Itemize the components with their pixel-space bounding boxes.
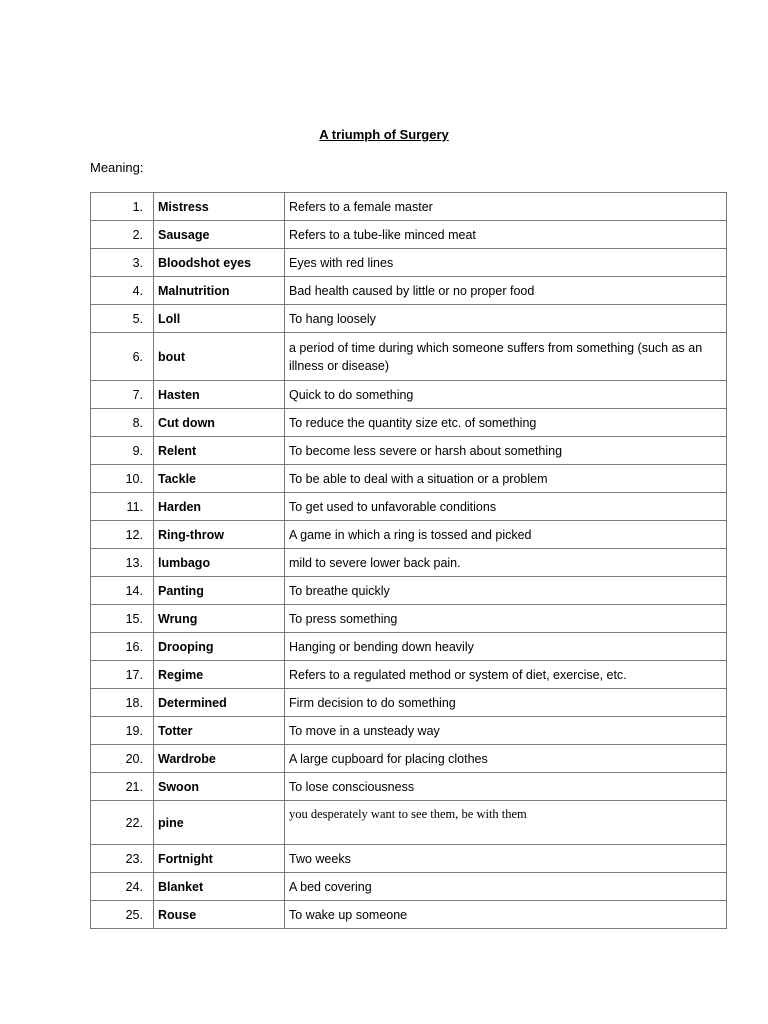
table-row bbox=[91, 409, 727, 437]
row-number: 21. bbox=[91, 773, 154, 801]
word-meaning: To get used to unfavorable conditions bbox=[285, 493, 727, 521]
word-meaning: Refers to a regulated method or system of diet, exercise, etc. bbox=[285, 661, 727, 689]
row-number: 18. bbox=[91, 689, 154, 717]
vocab-word: Blanket bbox=[154, 873, 285, 901]
word-meaning: To wake up someone bbox=[285, 901, 727, 929]
word-meaning: Refers to a tube-like minced meat bbox=[285, 221, 727, 249]
vocab-word: Malnutrition bbox=[154, 277, 285, 305]
word-meaning: To breathe quickly bbox=[285, 577, 727, 605]
row-number: 22. bbox=[91, 801, 154, 845]
table-row bbox=[91, 605, 727, 633]
vocab-word: Drooping bbox=[154, 633, 285, 661]
table-row bbox=[91, 333, 727, 381]
vocab-word: pine bbox=[154, 801, 285, 845]
row-number: 16. bbox=[91, 633, 154, 661]
table-row bbox=[91, 521, 727, 549]
row-number: 13. bbox=[91, 549, 154, 577]
vocab-word: Panting bbox=[154, 577, 285, 605]
vocab-word: Wrung bbox=[154, 605, 285, 633]
table-row bbox=[91, 689, 727, 717]
row-number: 8. bbox=[91, 409, 154, 437]
row-number: 3. bbox=[91, 249, 154, 277]
row-number: 9. bbox=[91, 437, 154, 465]
table-row bbox=[91, 717, 727, 745]
table-row bbox=[91, 493, 727, 521]
row-number: 15. bbox=[91, 605, 154, 633]
word-meaning: Bad health caused by little or no proper food bbox=[285, 277, 727, 305]
vocab-word: lumbago bbox=[154, 549, 285, 577]
word-meaning: Quick to do something bbox=[285, 381, 727, 409]
vocab-word: Ring-throw bbox=[154, 521, 285, 549]
row-number: 1. bbox=[91, 193, 154, 221]
meaning-label: Meaning: bbox=[90, 160, 144, 175]
vocab-word: Swoon bbox=[154, 773, 285, 801]
table-row bbox=[91, 437, 727, 465]
table-row bbox=[91, 277, 727, 305]
row-number: 19. bbox=[91, 717, 154, 745]
table-row bbox=[91, 661, 727, 689]
row-number: 4. bbox=[91, 277, 154, 305]
vocab-word: bout bbox=[154, 333, 285, 381]
vocab-word: Totter bbox=[154, 717, 285, 745]
word-meaning: Firm decision to do something bbox=[285, 689, 727, 717]
row-number: 7. bbox=[91, 381, 154, 409]
vocab-word: Sausage bbox=[154, 221, 285, 249]
table-row bbox=[91, 773, 727, 801]
vocab-word: Mistress bbox=[154, 193, 285, 221]
vocabulary-table bbox=[90, 192, 727, 929]
word-meaning: To reduce the quantity size etc. of something bbox=[285, 409, 727, 437]
word-meaning: Refers to a female master bbox=[285, 193, 727, 221]
table-row bbox=[91, 305, 727, 333]
row-number: 14. bbox=[91, 577, 154, 605]
table-row bbox=[91, 221, 727, 249]
vocab-word: Rouse bbox=[154, 901, 285, 929]
row-number: 2. bbox=[91, 221, 154, 249]
word-meaning: A game in which a ring is tossed and picked bbox=[285, 521, 727, 549]
row-number: 17. bbox=[91, 661, 154, 689]
vocab-word: Relent bbox=[154, 437, 285, 465]
table-row bbox=[91, 801, 727, 845]
row-number: 6. bbox=[91, 333, 154, 381]
word-meaning: Hanging or bending down heavily bbox=[285, 633, 727, 661]
row-number: 23. bbox=[91, 845, 154, 873]
table-row bbox=[91, 745, 727, 773]
vocab-word: Hasten bbox=[154, 381, 285, 409]
table-row bbox=[91, 549, 727, 577]
word-meaning: To lose consciousness bbox=[285, 773, 727, 801]
word-meaning: To become less severe or harsh about something bbox=[285, 437, 727, 465]
vocab-word: Bloodshot eyes bbox=[154, 249, 285, 277]
table-row bbox=[91, 633, 727, 661]
vocab-word: Determined bbox=[154, 689, 285, 717]
vocab-word: Fortnight bbox=[154, 845, 285, 873]
word-meaning: To press something bbox=[285, 605, 727, 633]
table-row bbox=[91, 249, 727, 277]
word-meaning: To be able to deal with a situation or a problem bbox=[285, 465, 727, 493]
word-meaning: a period of time during which someone suffers from something (such as an illness or disease) bbox=[285, 333, 727, 381]
table-row bbox=[91, 901, 727, 929]
vocab-word: Wardrobe bbox=[154, 745, 285, 773]
row-number: 24. bbox=[91, 873, 154, 901]
word-meaning: Two weeks bbox=[285, 845, 727, 873]
row-number: 25. bbox=[91, 901, 154, 929]
table-row bbox=[91, 873, 727, 901]
vocab-word: Tackle bbox=[154, 465, 285, 493]
word-meaning: A large cupboard for placing clothes bbox=[285, 745, 727, 773]
word-meaning: you desperately want to see them, be with them bbox=[285, 801, 727, 845]
word-meaning: Eyes with red lines bbox=[285, 249, 727, 277]
row-number: 20. bbox=[91, 745, 154, 773]
vocab-word: Harden bbox=[154, 493, 285, 521]
word-meaning: A bed covering bbox=[285, 873, 727, 901]
table-row bbox=[91, 845, 727, 873]
table-row bbox=[91, 381, 727, 409]
vocab-word: Cut down bbox=[154, 409, 285, 437]
table-row bbox=[91, 193, 727, 221]
word-meaning: To hang loosely bbox=[285, 305, 727, 333]
page-title: A triumph of Surgery bbox=[319, 127, 449, 142]
vocab-word: Loll bbox=[154, 305, 285, 333]
row-number: 5. bbox=[91, 305, 154, 333]
word-meaning: mild to severe lower back pain. bbox=[285, 549, 727, 577]
word-meaning: To move in a unsteady way bbox=[285, 717, 727, 745]
vocab-word: Regime bbox=[154, 661, 285, 689]
table-row bbox=[91, 577, 727, 605]
row-number: 12. bbox=[91, 521, 154, 549]
table-row bbox=[91, 465, 727, 493]
row-number: 10. bbox=[91, 465, 154, 493]
row-number: 11. bbox=[91, 493, 154, 521]
